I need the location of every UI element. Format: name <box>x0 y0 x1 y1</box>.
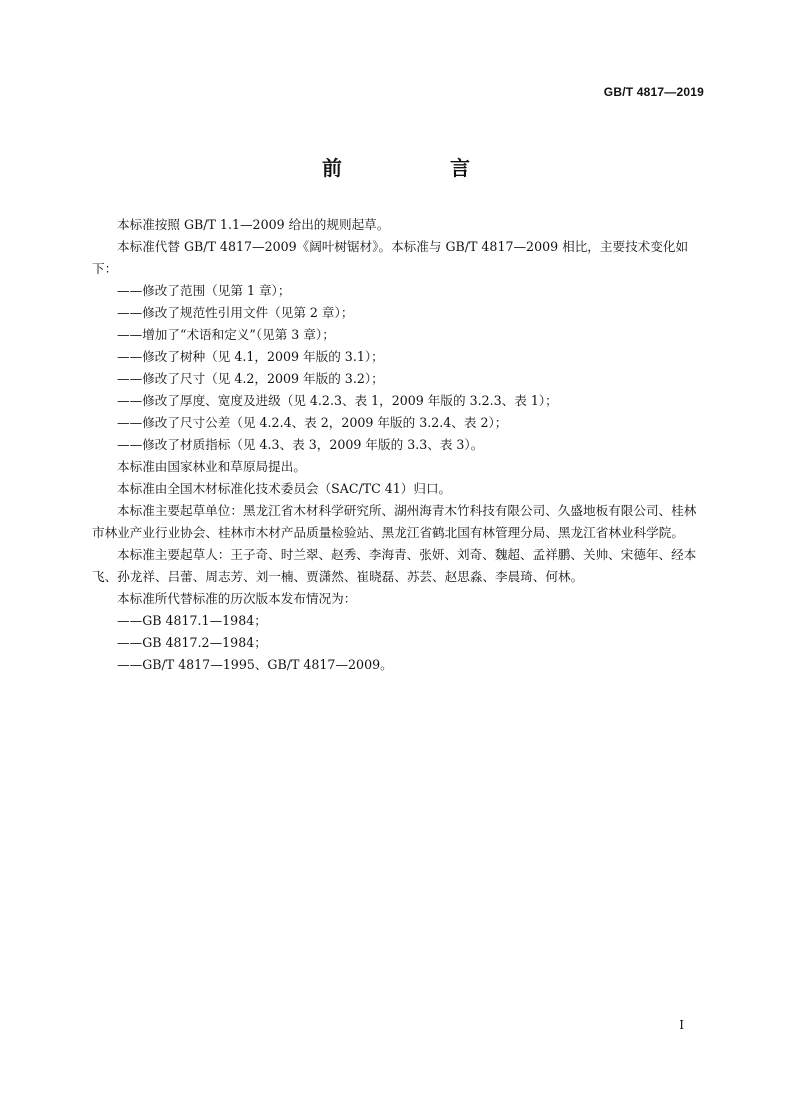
list-item: ——修改了材质指标（见 4.3、表 3，2009 年版的 3.3、表 3）。 <box>117 437 484 452</box>
paragraph-under-jurisdiction: 本标准由全国木材标准化技术委员会（SAC/TC 41）归口。 <box>117 481 452 496</box>
page-number: I <box>679 1018 684 1032</box>
paragraph-drafters: 本标准主要起草人：王子奇、时兰翠、赵秀、李海青、张妍、刘奇、魏超、孟祥鹏、关帅、宋德年、经本飞、孙龙祥、吕蕾、周志芳、刘一楠、贾潇然、崔晓磊、苏芸、赵思淼、李晨琦、何林。 <box>92 547 697 584</box>
list-item: ——修改了规范性引用文件（见第 2 章）； <box>117 305 354 320</box>
paragraph-drafting-rules: 本标准按照 GB/T 1.1—2009 给出的规则起草。 <box>117 217 390 232</box>
paragraph-history-intro: 本标准所代替标准的历次版本发布情况为： <box>117 591 357 606</box>
foreword-body <box>92 214 704 676</box>
list-item: ——GB 4817.1—1984； <box>117 613 267 628</box>
paragraph-drafting-units: 本标准主要起草单位：黑龙江省木材科学研究所、湖州海青木竹科技有限公司、久盛地板有限公司、桂林市林业产业行业协会、桂林市木材产品质量检验站、黑龙江省鹤北国有林管理分局、黑龙江省林业科学院。 <box>92 503 697 540</box>
page-title: 前 言 <box>322 156 514 180</box>
standard-code: GB/T 4817—2019 <box>603 85 704 99</box>
list-item: ——修改了厚度、宽度及进级（见 4.2.3、表 1，2009 年版的 3.2.3、表 1）； <box>117 393 558 408</box>
list-item: ——修改了尺寸（见 4.2，2009 年版的 3.2）； <box>117 371 384 386</box>
list-item: ——修改了树种（见 4.1，2009 年版的 3.1）； <box>117 349 384 364</box>
paragraph-replaces: 本标准代替 GB/T 4817—2009《阔叶树锯材》。本标准与 GB/T 4817—2009 相比，主要技术变化如下： <box>92 239 689 276</box>
list-item: ——GB/T 4817—1995、GB/T 4817—2009。 <box>117 657 393 672</box>
list-item: ——修改了范围（见第 1 章）； <box>117 283 291 298</box>
list-item: ——修改了尺寸公差（见 4.2.4、表 2，2009 年版的 3.2.4、表 2）； <box>117 415 508 430</box>
list-item: ——增加了“术语和定义”（见第 3 章）； <box>117 327 335 342</box>
list-item: ——GB 4817.2—1984； <box>117 635 267 650</box>
paragraph-proposed-by: 本标准由国家林业和草原局提出。 <box>117 459 306 474</box>
